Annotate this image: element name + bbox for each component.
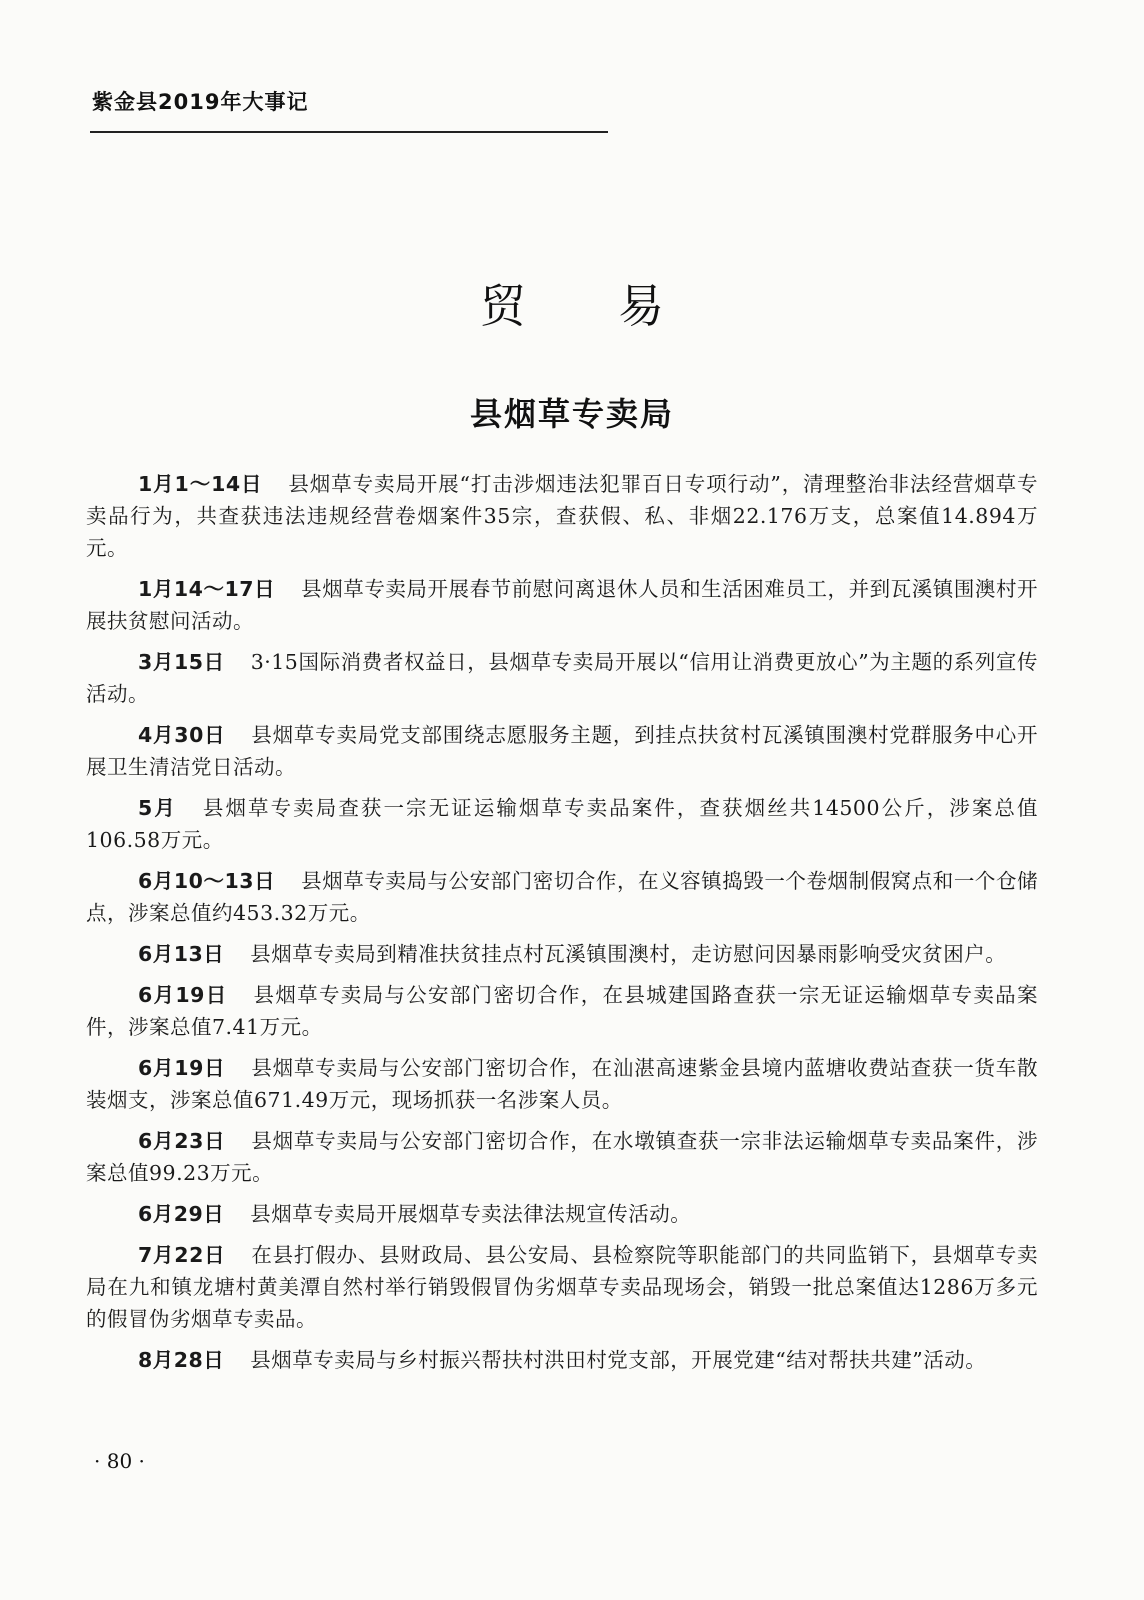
entry-date: 6月19日 bbox=[138, 1056, 226, 1080]
entry-date: 1月1～14日 bbox=[138, 472, 263, 496]
entry-date: 4月30日 bbox=[138, 723, 226, 747]
entry bbox=[86, 1239, 1038, 1335]
entry-date: 5月 bbox=[138, 796, 177, 820]
entry-text: 县烟草专卖局与公安部门密切合作，在水墩镇查获一宗非法运输烟草专卖品案件，涉案总值99.23万元。 bbox=[86, 1129, 1039, 1185]
entry bbox=[86, 573, 1038, 637]
entry-date: 3月15日 bbox=[138, 650, 225, 674]
entry-text: 3·15国际消费者权益日，县烟草专卖局开展以“信用让消费更放心”为主题的系列宣传活动。 bbox=[86, 650, 1038, 706]
entry bbox=[86, 792, 1038, 856]
entry-text: 县烟草专卖局开展“打击涉烟违法犯罪百日专项行动”，清理整治非法经营烟草专卖品行为，共查获违法违规经营卷烟案件35宗，查获假、私、非烟22.176万支，总案值14.894万元。 bbox=[86, 472, 1038, 560]
entry-text: 在县打假办、县财政局、县公安局、县检察院等职能部门的共同监销下，县烟草专卖局在九和镇龙塘村黄美潭自然村举行销毁假冒伪劣烟草专卖品现场会，销毁一批总案值达1286万多元的假冒伪劣烟草专卖品。 bbox=[86, 1243, 1039, 1331]
entry bbox=[86, 979, 1038, 1043]
entry bbox=[86, 1198, 1038, 1230]
entry bbox=[86, 468, 1038, 564]
entry-text: 县烟草专卖局党支部围绕志愿服务主题，到挂点扶贫村瓦溪镇围澳村党群服务中心开展卫生清洁党日活动。 bbox=[86, 723, 1039, 779]
header-rule bbox=[90, 131, 608, 133]
running-head: 紫金县2019年大事记 bbox=[92, 90, 309, 114]
entry-text: 县烟草专卖局查获一宗无证运输烟草专卖品案件，查获烟丝共14500公斤，涉案总值106.58万元。 bbox=[86, 796, 1038, 852]
entry bbox=[86, 1052, 1038, 1116]
entry-date: 1月14～17日 bbox=[138, 577, 276, 601]
entry-text: 县烟草专卖局与乡村振兴帮扶村洪田村党支部，开展党建“结对帮扶共建”活动。 bbox=[250, 1348, 987, 1372]
page-number: · 80 · bbox=[94, 1449, 145, 1473]
entry-text: 县烟草专卖局到精准扶贫挂点村瓦溪镇围澳村，走访慰问因暴雨影响受灾贫困户。 bbox=[250, 942, 1007, 966]
entry-date: 6月29日 bbox=[138, 1202, 225, 1226]
entry-date: 6月19日 bbox=[138, 983, 228, 1007]
entry-text: 县烟草专卖局开展春节前慰问离退休人员和生活困难员工，并到瓦溪镇围澳村开展扶贫慰问活动。 bbox=[86, 577, 1039, 633]
subsection-title: 县烟草专卖局 bbox=[469, 395, 674, 433]
entry-list bbox=[86, 468, 1038, 1385]
entry-date: 6月23日 bbox=[138, 1129, 226, 1153]
entry bbox=[86, 1344, 1038, 1376]
entry-text: 县烟草专卖局开展烟草专卖法律法规宣传活动。 bbox=[250, 1202, 692, 1226]
entry-date: 7月22日 bbox=[138, 1243, 226, 1267]
entry bbox=[86, 719, 1038, 783]
entry-date: 6月13日 bbox=[138, 942, 225, 966]
entry-text: 县烟草专卖局与公安部门密切合作，在县城建国路查获一宗无证运输烟草专卖品案件，涉案总值7.41万元。 bbox=[86, 983, 1038, 1039]
entry-text: 县烟草专卖局与公安部门密切合作，在义容镇捣毁一个卷烟制假窝点和一个仓储点，涉案总值约453.32万元。 bbox=[86, 869, 1039, 925]
entry-date: 6月10～13日 bbox=[138, 869, 276, 893]
entry bbox=[86, 938, 1038, 970]
entry bbox=[86, 1125, 1038, 1189]
entry bbox=[86, 646, 1038, 710]
entry-text: 县烟草专卖局与公安部门密切合作，在汕湛高速紫金县境内蓝塘收费站查获一货车散装烟支，涉案总值671.49万元，现场抓获一名涉案人员。 bbox=[86, 1056, 1039, 1112]
entry-date: 8月28日 bbox=[138, 1348, 225, 1372]
entry bbox=[86, 865, 1038, 929]
section-title: 贸易 bbox=[480, 279, 756, 333]
